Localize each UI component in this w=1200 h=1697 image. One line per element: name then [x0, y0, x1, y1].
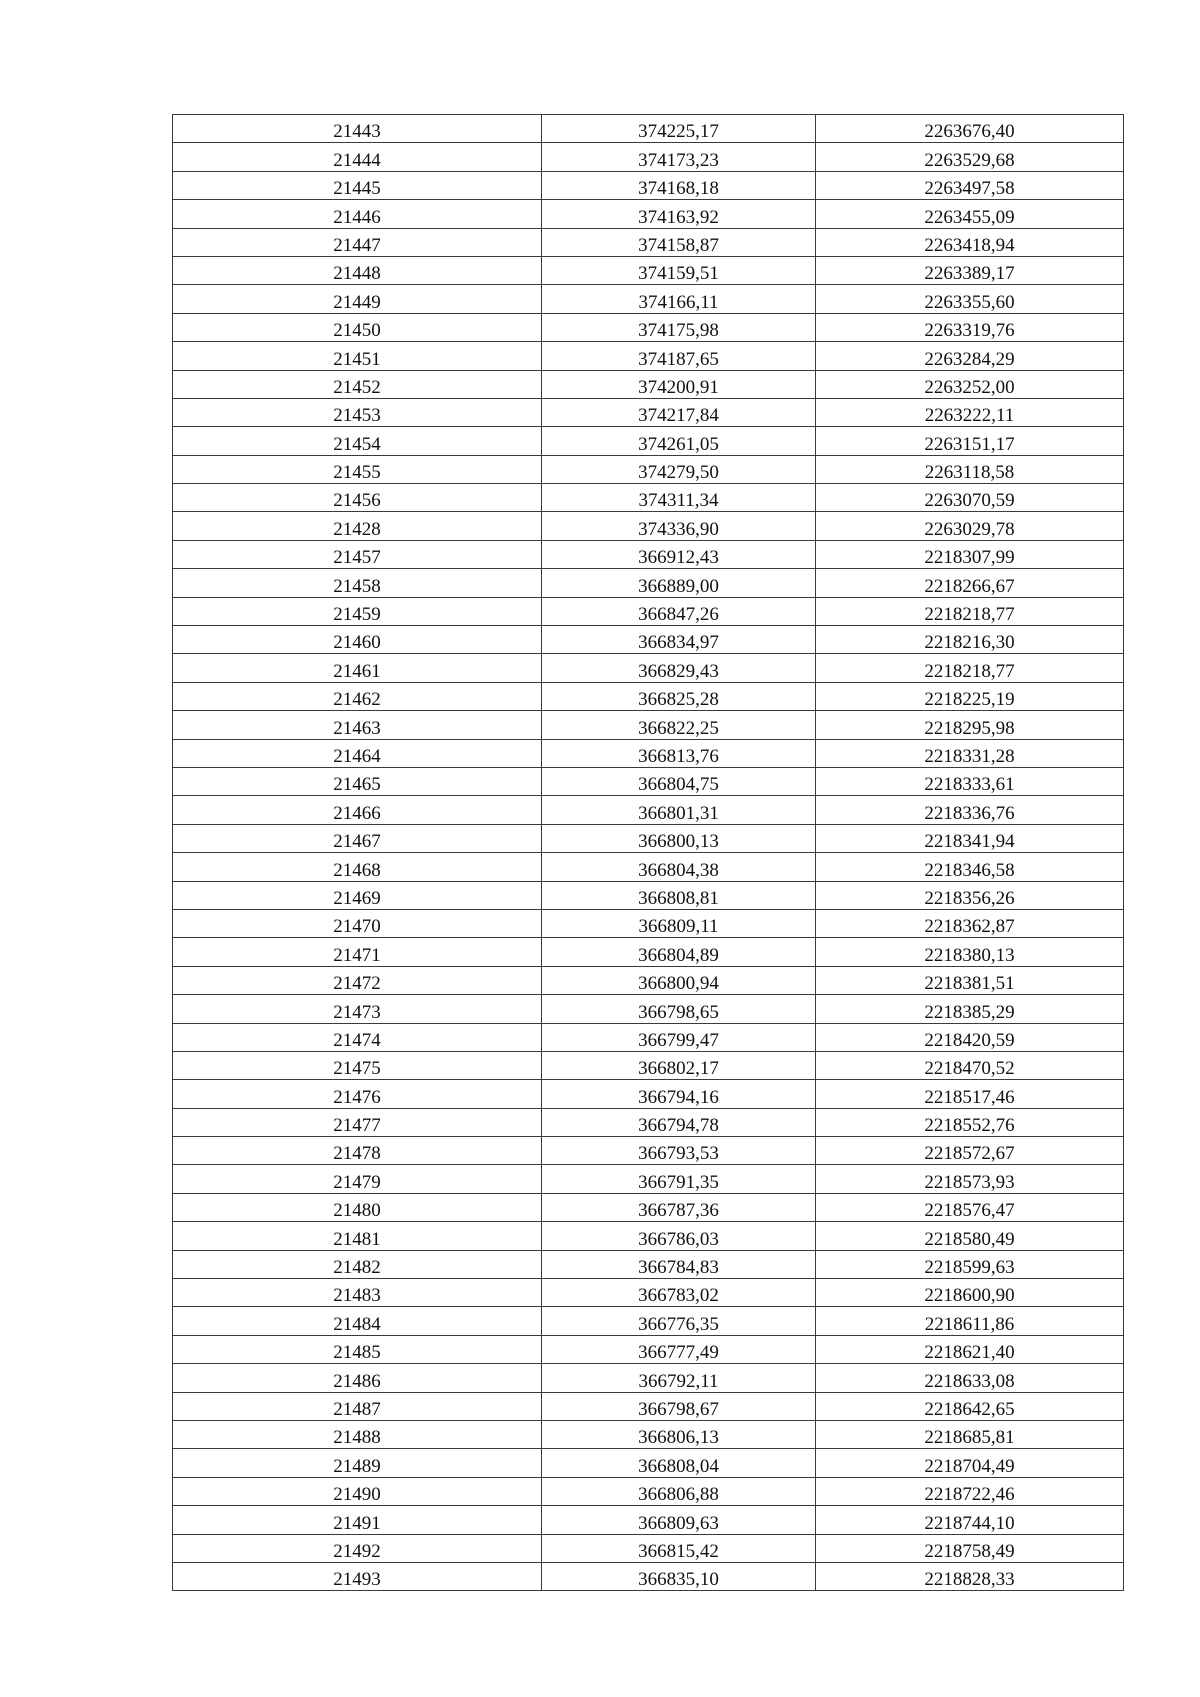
- table-row: [173, 1562, 1124, 1590]
- table-row: [173, 1222, 1124, 1250]
- table-row: [173, 1193, 1124, 1221]
- table-row: [173, 1364, 1124, 1392]
- x-coordinate-cell: 366804,89: [542, 938, 816, 966]
- y-coordinate-cell: 2218611,86: [816, 1307, 1124, 1335]
- point-number-cell: 21445: [173, 171, 542, 199]
- x-coordinate-cell: 374279,50: [542, 455, 816, 483]
- y-coordinate-cell: 2218685,81: [816, 1420, 1124, 1448]
- x-coordinate-cell: 366784,83: [542, 1250, 816, 1278]
- table-row: [173, 313, 1124, 341]
- point-number-cell: 21467: [173, 824, 542, 852]
- y-coordinate-cell: 2263676,40: [816, 115, 1124, 143]
- table-row: [173, 228, 1124, 256]
- table-row: [173, 427, 1124, 455]
- y-coordinate-cell: 2218470,52: [816, 1051, 1124, 1079]
- table-row: [173, 200, 1124, 228]
- y-coordinate-cell: 2263222,11: [816, 398, 1124, 426]
- y-coordinate-cell: 2218828,33: [816, 1562, 1124, 1590]
- x-coordinate-cell: 366912,43: [542, 540, 816, 568]
- table-row: [173, 455, 1124, 483]
- x-coordinate-cell: 374200,91: [542, 370, 816, 398]
- table-row: [173, 342, 1124, 370]
- x-coordinate-cell: 366829,43: [542, 654, 816, 682]
- y-coordinate-cell: 2218722,46: [816, 1477, 1124, 1505]
- point-number-cell: 21471: [173, 938, 542, 966]
- y-coordinate-cell: 2218295,98: [816, 711, 1124, 739]
- point-number-cell: 21493: [173, 1562, 542, 1590]
- table-row: [173, 1080, 1124, 1108]
- x-coordinate-cell: 366808,04: [542, 1449, 816, 1477]
- y-coordinate-cell: 2263319,76: [816, 313, 1124, 341]
- point-number-cell: 21458: [173, 569, 542, 597]
- x-coordinate-cell: 366794,78: [542, 1108, 816, 1136]
- y-coordinate-cell: 2218744,10: [816, 1506, 1124, 1534]
- table-row: [173, 1137, 1124, 1165]
- y-coordinate-cell: 2218380,13: [816, 938, 1124, 966]
- y-coordinate-cell: 2218385,29: [816, 995, 1124, 1023]
- table-row: [173, 398, 1124, 426]
- x-coordinate-cell: 366822,25: [542, 711, 816, 739]
- point-number-cell: 21488: [173, 1420, 542, 1448]
- y-coordinate-cell: 2263284,29: [816, 342, 1124, 370]
- table-row: [173, 1420, 1124, 1448]
- table-row: [173, 1108, 1124, 1136]
- y-coordinate-cell: 2218420,59: [816, 1023, 1124, 1051]
- x-coordinate-cell: 366787,36: [542, 1193, 816, 1221]
- point-number-cell: 21476: [173, 1080, 542, 1108]
- y-coordinate-cell: 2263070,59: [816, 484, 1124, 512]
- table-row: [173, 1449, 1124, 1477]
- point-number-cell: 21452: [173, 370, 542, 398]
- x-coordinate-cell: 374168,18: [542, 171, 816, 199]
- x-coordinate-cell: 366806,13: [542, 1420, 816, 1448]
- x-coordinate-cell: 366786,03: [542, 1222, 816, 1250]
- point-number-cell: 21456: [173, 484, 542, 512]
- y-coordinate-cell: 2218552,76: [816, 1108, 1124, 1136]
- y-coordinate-cell: 2218600,90: [816, 1279, 1124, 1307]
- table-row: [173, 1165, 1124, 1193]
- x-coordinate-cell: 374187,65: [542, 342, 816, 370]
- point-number-cell: 21489: [173, 1449, 542, 1477]
- y-coordinate-cell: 2263252,00: [816, 370, 1124, 398]
- table-row: [173, 540, 1124, 568]
- x-coordinate-cell: 366825,28: [542, 682, 816, 710]
- y-coordinate-cell: 2218704,49: [816, 1449, 1124, 1477]
- y-coordinate-cell: 2263118,58: [816, 455, 1124, 483]
- point-number-cell: 21461: [173, 654, 542, 682]
- x-coordinate-cell: 374158,87: [542, 228, 816, 256]
- coordinates-table: [172, 114, 1124, 1591]
- y-coordinate-cell: 2218218,77: [816, 654, 1124, 682]
- y-coordinate-cell: 2263529,68: [816, 143, 1124, 171]
- x-coordinate-cell: 366802,17: [542, 1051, 816, 1079]
- point-number-cell: 21485: [173, 1335, 542, 1363]
- point-number-cell: 21479: [173, 1165, 542, 1193]
- point-number-cell: 21454: [173, 427, 542, 455]
- y-coordinate-cell: 2218225,19: [816, 682, 1124, 710]
- point-number-cell: 21470: [173, 909, 542, 937]
- table-row: [173, 1051, 1124, 1079]
- point-number-cell: 21457: [173, 540, 542, 568]
- table-row: [173, 995, 1124, 1023]
- table-row: [173, 1392, 1124, 1420]
- table-row: [173, 115, 1124, 143]
- point-number-cell: 21477: [173, 1108, 542, 1136]
- point-number-cell: 21455: [173, 455, 542, 483]
- y-coordinate-cell: 2218218,77: [816, 597, 1124, 625]
- x-coordinate-cell: 374173,23: [542, 143, 816, 171]
- y-coordinate-cell: 2218336,76: [816, 796, 1124, 824]
- table-row: [173, 1335, 1124, 1363]
- y-coordinate-cell: 2218517,46: [816, 1080, 1124, 1108]
- y-coordinate-cell: 2263418,94: [816, 228, 1124, 256]
- x-coordinate-cell: 374311,34: [542, 484, 816, 512]
- y-coordinate-cell: 2218331,28: [816, 739, 1124, 767]
- y-coordinate-cell: 2218576,47: [816, 1193, 1124, 1221]
- y-coordinate-cell: 2218573,93: [816, 1165, 1124, 1193]
- point-number-cell: 21453: [173, 398, 542, 426]
- point-number-cell: 21459: [173, 597, 542, 625]
- x-coordinate-cell: 366808,81: [542, 881, 816, 909]
- y-coordinate-cell: 2218266,67: [816, 569, 1124, 597]
- point-number-cell: 21428: [173, 512, 542, 540]
- x-coordinate-cell: 366800,94: [542, 966, 816, 994]
- table-row: [173, 1534, 1124, 1562]
- point-number-cell: 21474: [173, 1023, 542, 1051]
- point-number-cell: 21484: [173, 1307, 542, 1335]
- point-number-cell: 21483: [173, 1279, 542, 1307]
- x-coordinate-cell: 366847,26: [542, 597, 816, 625]
- point-number-cell: 21475: [173, 1051, 542, 1079]
- point-number-cell: 21491: [173, 1506, 542, 1534]
- x-coordinate-cell: 366834,97: [542, 626, 816, 654]
- x-coordinate-cell: 366798,65: [542, 995, 816, 1023]
- y-coordinate-cell: 2218341,94: [816, 824, 1124, 852]
- table-row: [173, 1023, 1124, 1051]
- table-row: [173, 796, 1124, 824]
- x-coordinate-cell: 366776,35: [542, 1307, 816, 1335]
- point-number-cell: 21451: [173, 342, 542, 370]
- x-coordinate-cell: 366799,47: [542, 1023, 816, 1051]
- x-coordinate-cell: 366798,67: [542, 1392, 816, 1420]
- x-coordinate-cell: 366794,16: [542, 1080, 816, 1108]
- x-coordinate-cell: 366813,76: [542, 739, 816, 767]
- table-row: [173, 1307, 1124, 1335]
- point-number-cell: 21449: [173, 285, 542, 313]
- table-row: [173, 824, 1124, 852]
- y-coordinate-cell: 2218621,40: [816, 1335, 1124, 1363]
- table-row: [173, 484, 1124, 512]
- x-coordinate-cell: 374163,92: [542, 200, 816, 228]
- point-number-cell: 21465: [173, 767, 542, 795]
- point-number-cell: 21490: [173, 1477, 542, 1505]
- point-number-cell: 21487: [173, 1392, 542, 1420]
- table-row: [173, 909, 1124, 937]
- x-coordinate-cell: 366800,13: [542, 824, 816, 852]
- coordinates-table-body: [173, 115, 1124, 1591]
- x-coordinate-cell: 374166,11: [542, 285, 816, 313]
- x-coordinate-cell: 366809,11: [542, 909, 816, 937]
- table-row: [173, 512, 1124, 540]
- y-coordinate-cell: 2263355,60: [816, 285, 1124, 313]
- table-row: [173, 285, 1124, 313]
- x-coordinate-cell: 366806,88: [542, 1477, 816, 1505]
- point-number-cell: 21469: [173, 881, 542, 909]
- point-number-cell: 21446: [173, 200, 542, 228]
- x-coordinate-cell: 374261,05: [542, 427, 816, 455]
- table-row: [173, 711, 1124, 739]
- x-coordinate-cell: 374175,98: [542, 313, 816, 341]
- table-row: [173, 1506, 1124, 1534]
- point-number-cell: 21478: [173, 1137, 542, 1165]
- point-number-cell: 21486: [173, 1364, 542, 1392]
- x-coordinate-cell: 366792,11: [542, 1364, 816, 1392]
- point-number-cell: 21492: [173, 1534, 542, 1562]
- table-row: [173, 1250, 1124, 1278]
- point-number-cell: 21463: [173, 711, 542, 739]
- point-number-cell: 21460: [173, 626, 542, 654]
- y-coordinate-cell: 2218580,49: [816, 1222, 1124, 1250]
- table-row: [173, 938, 1124, 966]
- y-coordinate-cell: 2218572,67: [816, 1137, 1124, 1165]
- y-coordinate-cell: 2218599,63: [816, 1250, 1124, 1278]
- point-number-cell: 21462: [173, 682, 542, 710]
- point-number-cell: 21480: [173, 1193, 542, 1221]
- y-coordinate-cell: 2218633,08: [816, 1364, 1124, 1392]
- x-coordinate-cell: 366815,42: [542, 1534, 816, 1562]
- y-coordinate-cell: 2218642,65: [816, 1392, 1124, 1420]
- x-coordinate-cell: 374159,51: [542, 256, 816, 284]
- y-coordinate-cell: 2218333,61: [816, 767, 1124, 795]
- x-coordinate-cell: 374225,17: [542, 115, 816, 143]
- y-coordinate-cell: 2263455,09: [816, 200, 1124, 228]
- point-number-cell: 21444: [173, 143, 542, 171]
- point-number-cell: 21447: [173, 228, 542, 256]
- table-row: [173, 1477, 1124, 1505]
- y-coordinate-cell: 2218356,26: [816, 881, 1124, 909]
- x-coordinate-cell: 366791,35: [542, 1165, 816, 1193]
- x-coordinate-cell: 366783,02: [542, 1279, 816, 1307]
- point-number-cell: 21481: [173, 1222, 542, 1250]
- y-coordinate-cell: 2218362,87: [816, 909, 1124, 937]
- y-coordinate-cell: 2218216,30: [816, 626, 1124, 654]
- point-number-cell: 21482: [173, 1250, 542, 1278]
- y-coordinate-cell: 2263029,78: [816, 512, 1124, 540]
- x-coordinate-cell: 374217,84: [542, 398, 816, 426]
- table-row: [173, 682, 1124, 710]
- x-coordinate-cell: 366835,10: [542, 1562, 816, 1590]
- x-coordinate-cell: 366777,49: [542, 1335, 816, 1363]
- point-number-cell: 21466: [173, 796, 542, 824]
- y-coordinate-cell: 2218381,51: [816, 966, 1124, 994]
- point-number-cell: 21464: [173, 739, 542, 767]
- y-coordinate-cell: 2218346,58: [816, 853, 1124, 881]
- table-row: [173, 881, 1124, 909]
- table-row: [173, 739, 1124, 767]
- table-row: [173, 597, 1124, 625]
- x-coordinate-cell: 366804,75: [542, 767, 816, 795]
- table-row: [173, 654, 1124, 682]
- table-row: [173, 569, 1124, 597]
- y-coordinate-cell: 2218307,99: [816, 540, 1124, 568]
- point-number-cell: 21468: [173, 853, 542, 881]
- table-row: [173, 767, 1124, 795]
- x-coordinate-cell: 366793,53: [542, 1137, 816, 1165]
- table-row: [173, 256, 1124, 284]
- x-coordinate-cell: 366809,63: [542, 1506, 816, 1534]
- table-row: [173, 370, 1124, 398]
- point-number-cell: 21448: [173, 256, 542, 284]
- x-coordinate-cell: 366889,00: [542, 569, 816, 597]
- table-row: [173, 626, 1124, 654]
- x-coordinate-cell: 366801,31: [542, 796, 816, 824]
- point-number-cell: 21472: [173, 966, 542, 994]
- x-coordinate-cell: 374336,90: [542, 512, 816, 540]
- y-coordinate-cell: 2263497,58: [816, 171, 1124, 199]
- point-number-cell: 21443: [173, 115, 542, 143]
- table-row: [173, 143, 1124, 171]
- y-coordinate-cell: 2218758,49: [816, 1534, 1124, 1562]
- x-coordinate-cell: 366804,38: [542, 853, 816, 881]
- y-coordinate-cell: 2263389,17: [816, 256, 1124, 284]
- table-row: [173, 853, 1124, 881]
- table-row: [173, 966, 1124, 994]
- table-row: [173, 171, 1124, 199]
- table-row: [173, 1279, 1124, 1307]
- point-number-cell: 21450: [173, 313, 542, 341]
- y-coordinate-cell: 2263151,17: [816, 427, 1124, 455]
- point-number-cell: 21473: [173, 995, 542, 1023]
